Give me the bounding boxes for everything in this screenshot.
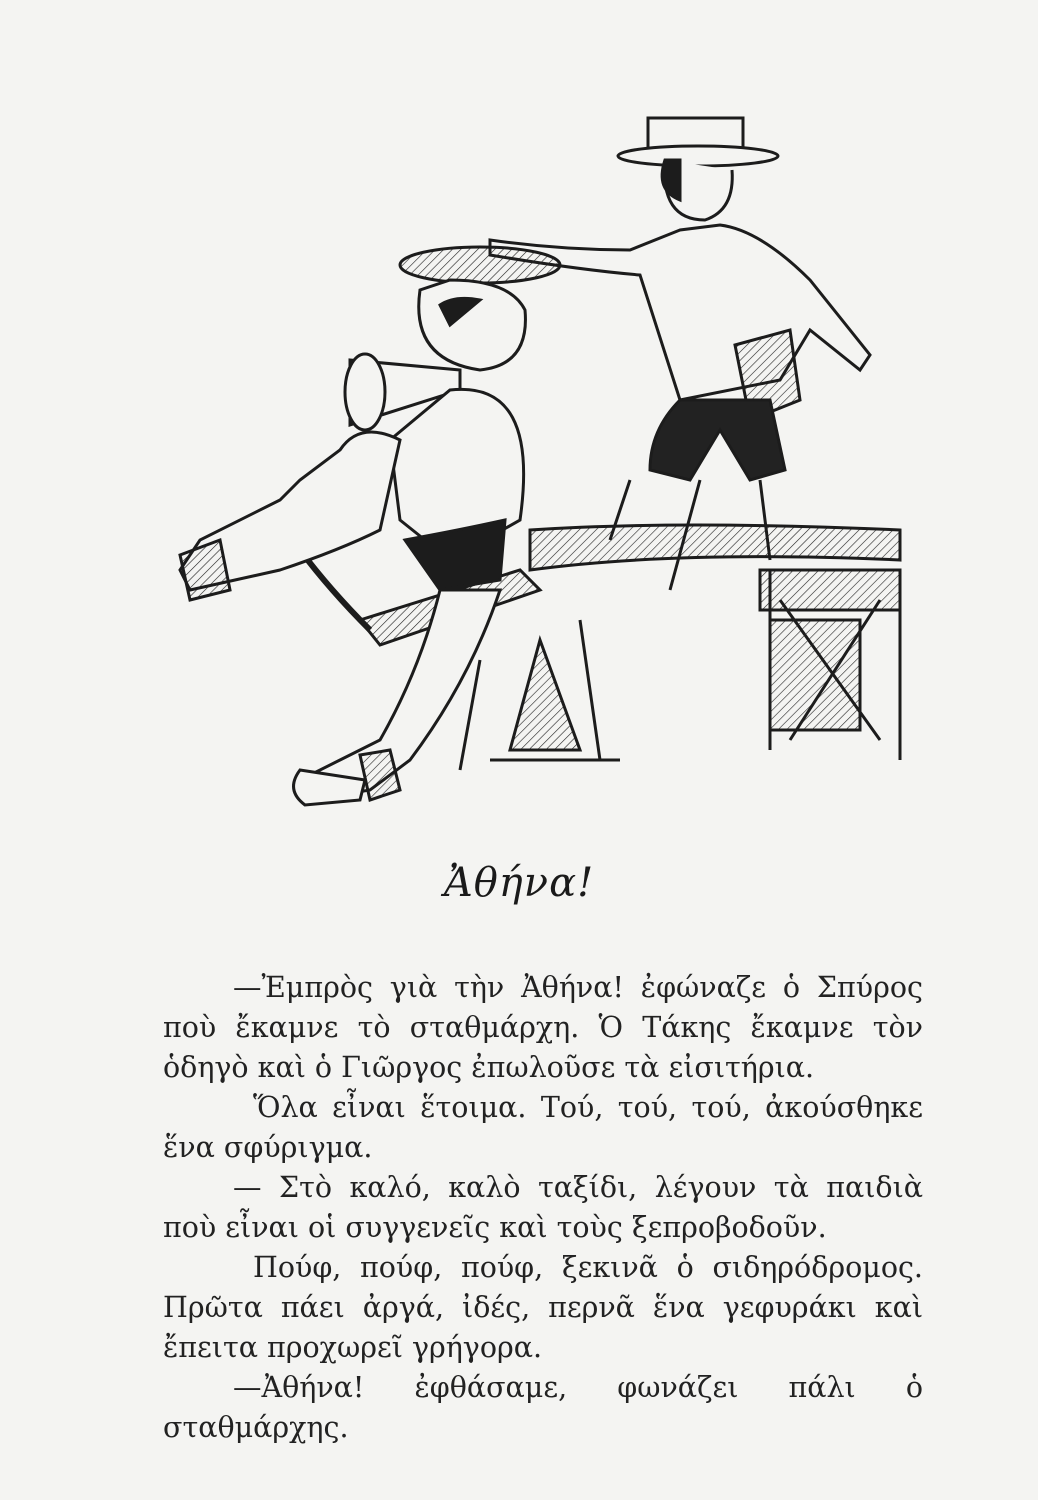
standing-boy: [490, 118, 870, 590]
page-title: Ἀθήνα!: [443, 860, 595, 906]
body-text: [163, 968, 923, 1448]
paragraph-1: —Ἐμπρὸς γιὰ τὴν Ἀθήνα! ἐφώναζε ὁ Σπύρος ποὺ ἔκαμνε τὸ σταθμάρχη. Ὁ Τάκης ἔκαμνε τὸν ὁδηγὸ καὶ ὁ Γιῶργος ἐπωλοῦσε τὰ εἰσιτήρια.: [163, 971, 923, 1084]
paragraph-3: — Στὸ καλό, καλὸ ταξίδι, λέγουν τὰ παιδιὰ ποὺ εἶναι οἱ συγγενεῖς καὶ τοὺς ξεπροβοδοῦν.: [163, 1171, 923, 1244]
illustration: [160, 100, 920, 860]
paragraph-4: Πούφ, πούφ, πούφ, ξεκινᾶ ὁ σιδηρόδρομος. Πρῶτα πάει ἀργά, ἰδές, περνᾶ ἕνα γεφυράκι καὶ ἔπειτα προχωρεῖ γρήγορα.: [163, 1251, 923, 1364]
paragraph-2: Ὅλα εἶναι ἕτοιμα. Τού, τού, τού, ἀκούσθηκε ἕνα σφύριγμα.: [163, 1091, 923, 1164]
paragraph-5: —Ἀθήνα! ἐφθάσαμε, φωνάζει πάλι ὁ σταθμάρχης.: [163, 1371, 923, 1444]
sitting-boy-with-megaphone: [180, 247, 560, 805]
